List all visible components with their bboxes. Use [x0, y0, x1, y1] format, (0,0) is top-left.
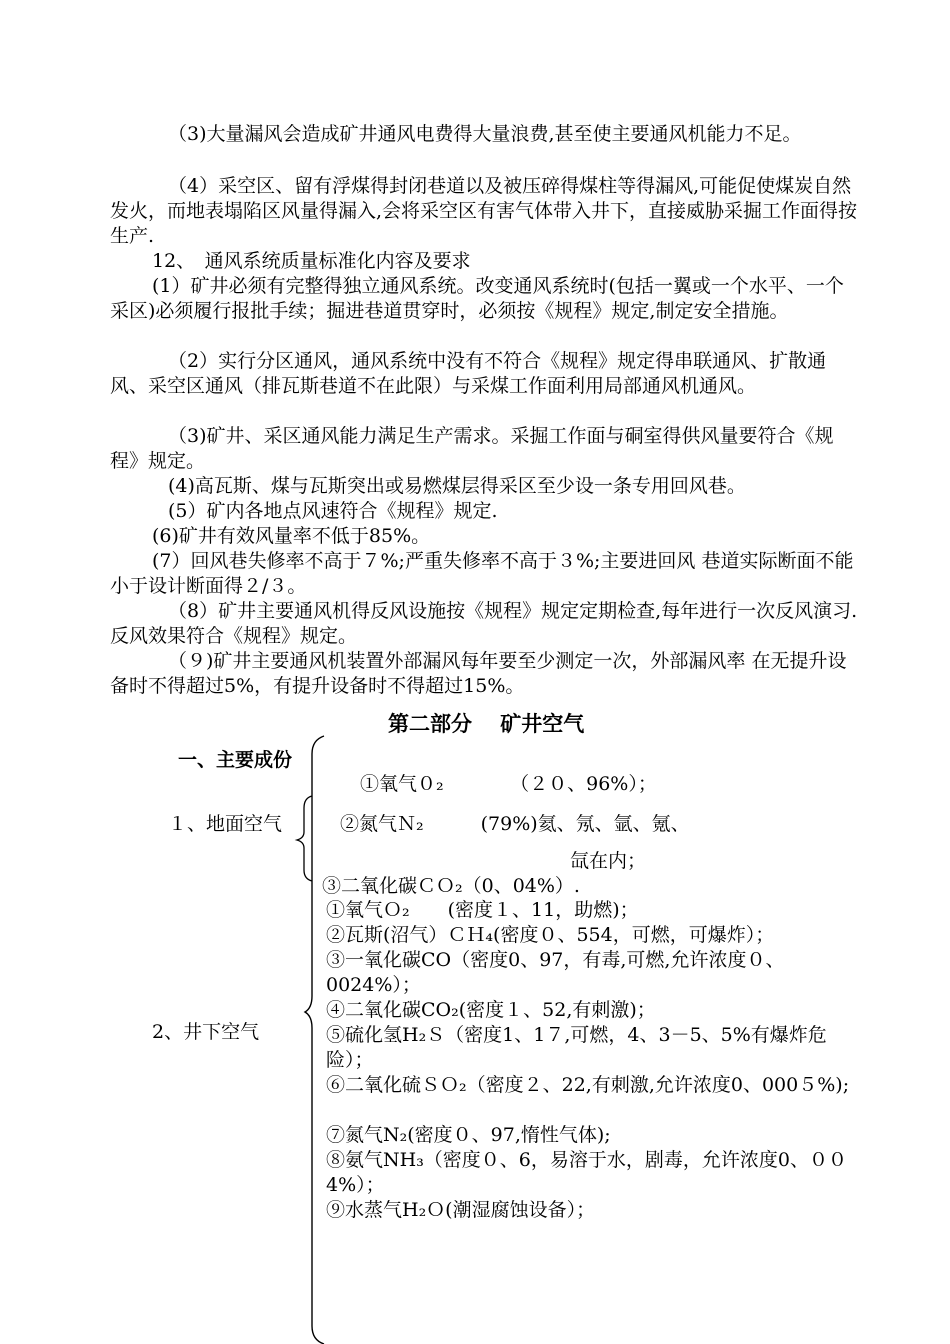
paragraph-requirement-9: （９)矿井主要通风机装置外部漏风每年要至少测定一次，外部漏风率 在无提升设备时不得超过5%，有提升设备时不得超过15%。 — [110, 650, 847, 697]
paragraph-requirement-7: (7）回风巷失修率不高于７%;严重失修率不高于３%;主要进回风 巷道实际断面不能小于设计断面得２/３。 — [110, 550, 854, 597]
surface-air-brace-icon — [294, 796, 316, 881]
underground-item-oxygen: ①氧气Ｏ₂ (密度１、11，助燃)； — [326, 899, 639, 921]
part2-title: 第二部分 矿井空气 — [388, 712, 585, 736]
underground-item-nitrogen: ⑦氮气N₂(密度０、97,惰性气体); — [326, 1124, 611, 1146]
paragraph-requirement-2: （2）实行分区通风，通风系统中没有不符合《规程》规定得串联通风、扩散通风、采空区通风（排瓦斯巷道不在此限）与采煤工作面利用局部通风机通风。 — [110, 350, 827, 397]
underground-item-h2s: ⑤硫化氢H₂Ｓ（密度1、1７,可燃，4、3－5、5%有爆炸危险）； — [326, 1024, 827, 1071]
paragraph-requirement-3: （3)矿井、采区通风能力满足生产需求。采掘工作面与硐室得供风量要符合《规程》规定。 — [110, 425, 834, 472]
paragraph-requirement-4: (4)高瓦斯、煤与瓦斯突出或易燃煤层得采区至少设一条专用回风巷。 — [168, 475, 746, 497]
paragraph-requirement-5: (5）矿内各地点风速符合《规程》规定. — [168, 500, 498, 522]
surface-item-oxygen: ①氧气０₂ （２０、96%）； — [360, 773, 657, 795]
section-heading-ventilation-standard: 12、 通风系统质量标准化内容及要求 — [152, 250, 471, 272]
underground-item-so2: ⑥二氧化硫ＳＯ₂（密度２、22,有刺激,允许浓度0、000５%); — [326, 1074, 850, 1096]
surface-item-nitrogen-cont: 氙在内； — [570, 850, 647, 872]
paragraph-leakage-cost: （3)大量漏风会造成矿井通风电费得大量浪费,甚至使主要通风机能力不足。 — [168, 123, 802, 145]
underground-item-methane: ②瓦斯(沼气）ＣＨ₄(密度０、554，可燃，可爆炸）； — [326, 924, 775, 946]
surface-item-nitrogen: ②氮气Ｎ₂ (79%)氦、氖、氩、氪、 — [340, 813, 690, 835]
underground-item-co2: ④二氧化碳CO₂(密度１、52,有刺激)； — [326, 999, 656, 1021]
underground-air-label: 2、井下空气 — [152, 1021, 260, 1043]
surface-item-co2: ③二氧化碳ＣＯ₂（0、04%）. — [322, 875, 580, 897]
paragraph-requirement-6: (6)矿井有效风量率不低于85%。 — [152, 525, 431, 547]
underground-item-ammonia: ⑧氨气NH₃（密度０、6，易溶于水，剧毒，允许浓度0、００4%）； — [326, 1149, 847, 1196]
underground-item-co: ③一氧化碳CO（密度0、97，有毒,可燃,允许浓度０、0024%）； — [326, 949, 785, 996]
underground-item-water-vapor: ⑨水蒸气H₂Ｏ(潮湿腐蚀设备）； — [326, 1199, 596, 1221]
paragraph-requirement-8: （8）矿井主要通风机得反风设施按《规程》规定定期检查,每年进行一次反风演习.反风效果符合《规程》规定。 — [110, 600, 858, 647]
paragraph-goaf-leakage: （4）采空区、留有浮煤得封闭巷道以及被压碎得煤柱等得漏风,可能促使煤炭自然发火，而地表塌陷区风量得漏入,会将采空区有害气体带入井下，直接威胁采掘工作面得按生产. — [110, 175, 858, 247]
paragraph-requirement-1: (1）矿井必须有完整得独立通风系统。改变通风系统时(包括一翼或一个水平、一个采区)必须履行报批手续；掘进巷道贯穿时，必须按《规程》规定,制定安全措施。 — [110, 275, 844, 322]
main-components-heading: 一、主要成份 — [178, 749, 293, 771]
surface-air-label: １、地面空气 — [168, 813, 283, 835]
